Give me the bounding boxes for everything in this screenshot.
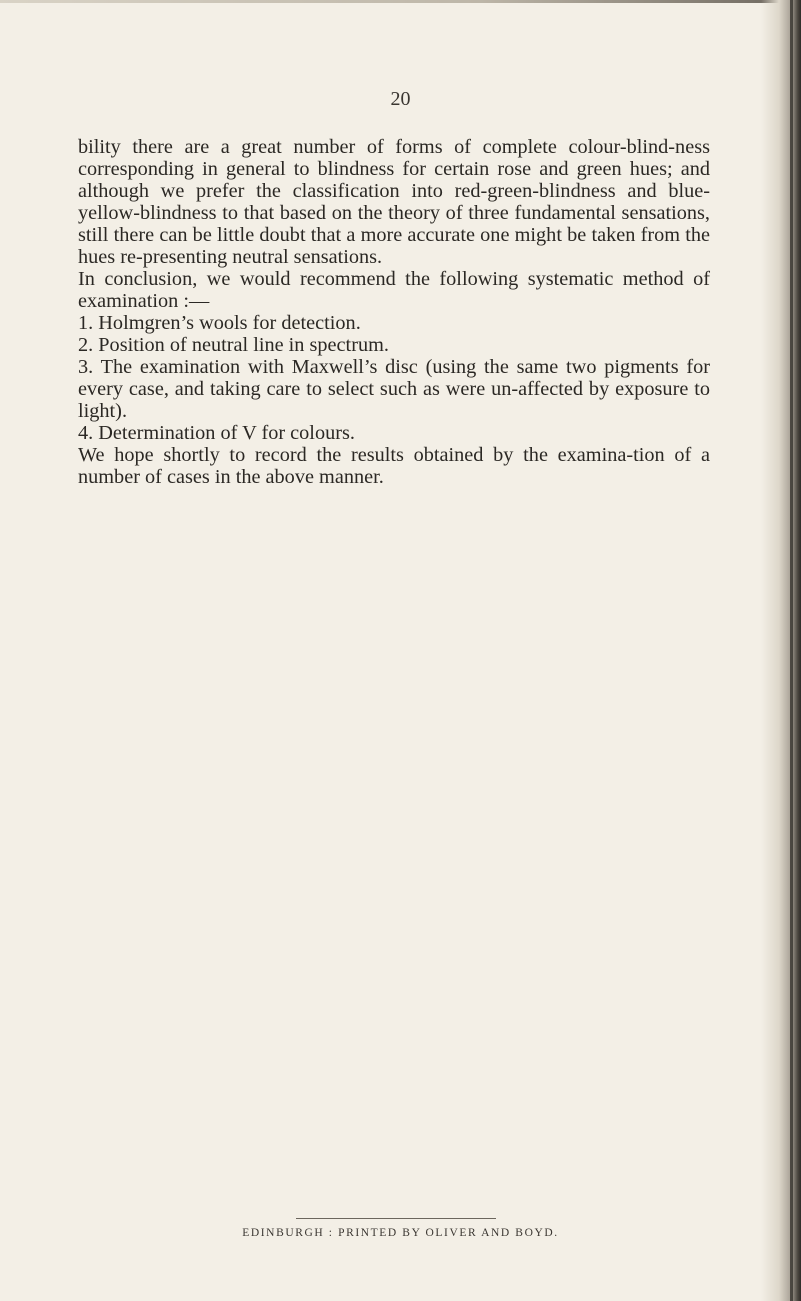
- footer-imprint: EDINBURGH : PRINTED BY OLIVER AND BOYD.: [242, 1227, 559, 1239]
- page-edge-shadow: [761, 0, 801, 1301]
- body-text: [78, 136, 710, 488]
- page-edge-line: [790, 0, 793, 1301]
- footer-rule: [296, 1218, 496, 1219]
- list-item-holmgren: 1. Holmgren’s wools for detection.: [78, 312, 361, 334]
- list-item-determination: 4. Determination of V for colours.: [78, 422, 355, 444]
- page-number: 20: [390, 88, 411, 110]
- paragraph-conclusion: In conclusion, we would recommend the following systematic method of examination :—: [78, 268, 710, 312]
- paragraph-colour-blindness: bility there are a great number of forms of complete colour-blind-ness corresponding in general to blindness for certain rose and green hues; and although we prefer the classification into red-green-blindness and blue-yellow-blindness to that based on the theory of three fundamental sensations, still there can be little doubt that a more accurate one might be taken from the hues re-presenting neutral sensations.: [78, 136, 710, 268]
- paragraph-closing: We hope shortly to record the results obtained by the examina-tion of a number of cases in the above manner.: [78, 444, 710, 488]
- list-item-maxwell-disc: 3. The examination with Maxwell’s disc (using the same two pigments for every case, and taking care to select such as were un-affected by exposure to light).: [78, 356, 710, 422]
- top-edge-rule: [0, 0, 801, 3]
- list-item-neutral-line: 2. Position of neutral line in spectrum.: [78, 334, 389, 356]
